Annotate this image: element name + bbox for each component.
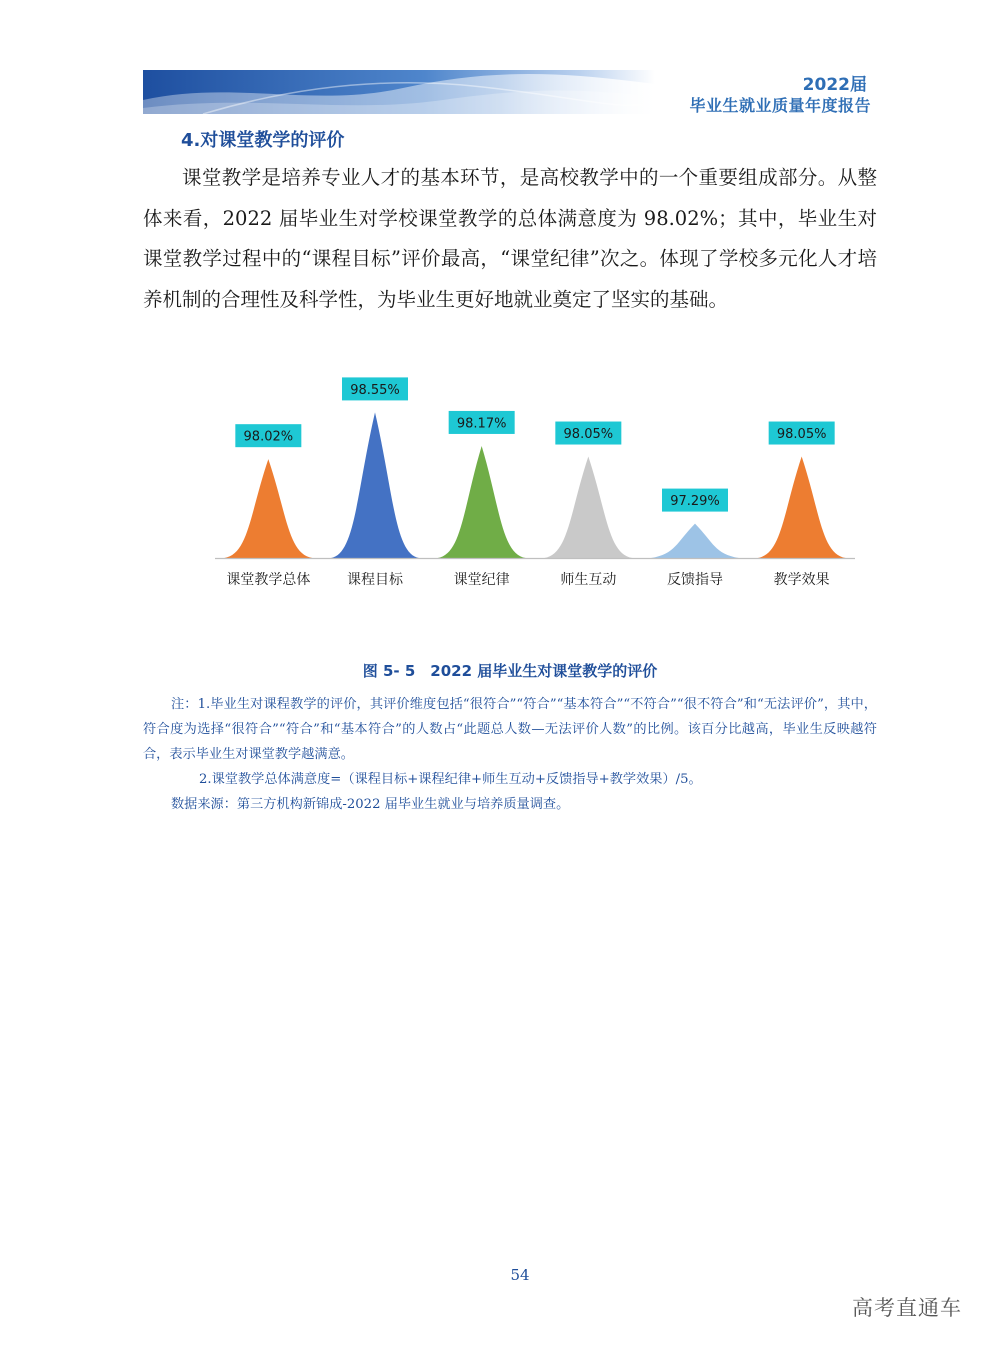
data-source: 数据来源：第三方机构新锦成-2022 届毕业生就业与培养质量调查。 (171, 797, 570, 812)
watermark: 高考直通车 (852, 1296, 962, 1320)
category-label-1: 课堂教学总体 (226, 572, 311, 588)
value-label-3: 98.17% (456, 416, 507, 432)
value-label-1: 98.02% (243, 429, 294, 445)
peak-mark-4 (544, 457, 632, 558)
value-label-4: 98.05% (563, 427, 614, 443)
body-paragraph: 课堂教学是培养专业人才的基本环节，是高校教学中的一个重要组成部分。从整体来看，2022 届毕业生对学校课堂教学的总体满意度为 98.02%；其中，毕业生对课堂教学过程中的“课程目标”评价最高，“课堂纪律”次之。体现了学校多元化人才培养机制的合理性及科学性，为毕业生更好地就业奠定了坚实的基础。 (143, 166, 877, 311)
note-2: 2.课堂教学总体满意度=（课程目标+课程纪律+师生互动+反馈指导+教学效果）/5。 (199, 772, 702, 787)
peak-mark-3 (438, 446, 526, 558)
category-label-4: 师生互动 (560, 572, 617, 588)
peak-mark-5 (651, 524, 739, 558)
peak-mark-1 (224, 459, 312, 558)
header-banner (143, 70, 655, 114)
category-label-3: 课堂纪律 (453, 572, 510, 588)
value-label-6: 98.05% (776, 427, 827, 443)
notes-block (143, 692, 877, 817)
category-label-2: 课程目标 (347, 572, 403, 588)
category-label-6: 教学效果 (773, 572, 830, 588)
report-year: 2022届 (802, 75, 867, 95)
peak-mark-6 (758, 457, 846, 558)
value-label-2: 98.55% (350, 382, 400, 398)
evaluation-chart (205, 370, 865, 600)
header-wave-graphic (143, 70, 655, 114)
chart-svg (205, 370, 865, 600)
page-number: 54 (510, 1266, 530, 1284)
report-title: 毕业生就业质量年度报告 (689, 96, 871, 115)
value-label-5: 97.29% (670, 494, 720, 510)
figure-caption: 图 5- 5 2022 届毕业生对课堂教学的评价 (362, 662, 658, 680)
section-heading: 4.对课堂教学的评价 (181, 130, 345, 151)
note-1: 注：1.毕业生对课程教学的评价，其评价维度包括“很符合”“符合”“基本符合”“不符合”“很不符合”和“无法评价”，其中，符合度为选择“很符合”“符合”和“基本符合”的人数占“此题总人数—无法评价人数”的比例。该百分比越高，毕业生反映越符合，表示毕业生对课堂教学越满意。 (143, 697, 877, 762)
peak-mark-2 (331, 412, 419, 558)
category-label-5: 反馈指导 (667, 572, 723, 588)
